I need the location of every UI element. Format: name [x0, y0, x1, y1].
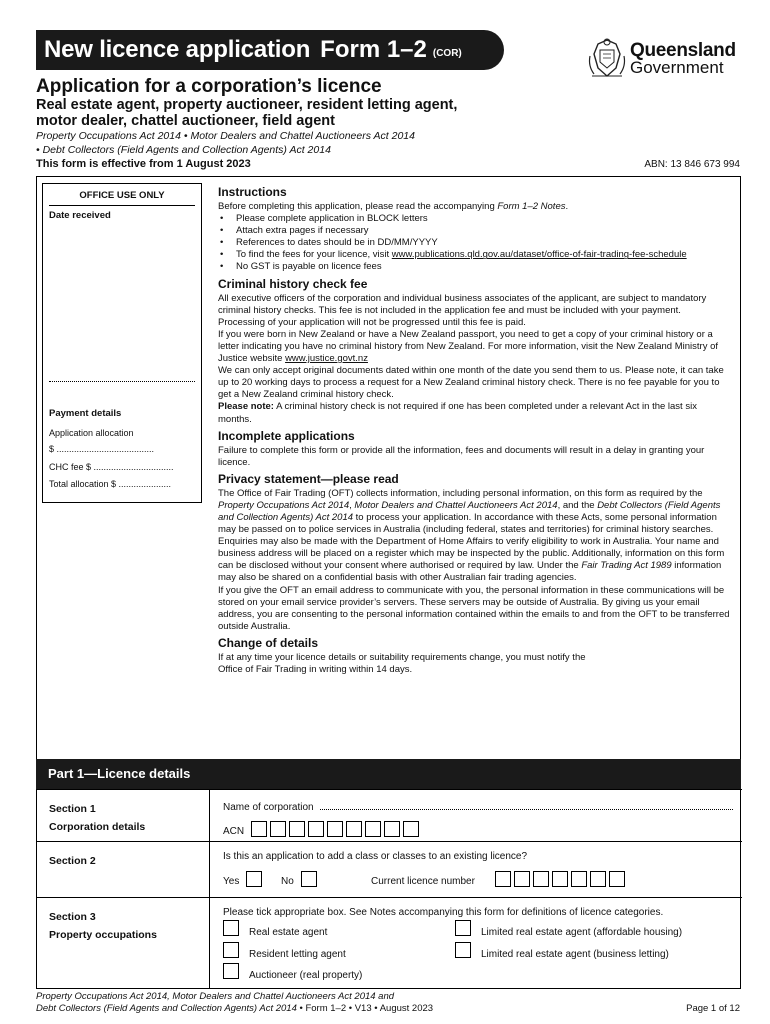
effective-date: This form is effective from 1 August 2023: [36, 158, 251, 170]
change-heading: Change of details: [218, 635, 319, 650]
fees-text: To find the fees for your licence, visit: [236, 249, 392, 261]
acn-digit-box[interactable]: [365, 821, 381, 837]
subheading-line1: Real estate agent, property auctioneer, resident letting agent,: [36, 97, 458, 113]
column-divider: [209, 898, 210, 988]
licence-digit-box[interactable]: [533, 871, 549, 887]
section1-row: [37, 789, 742, 841]
privacy-act-ref: Property Occupations Act 2014: [218, 499, 350, 511]
licence-details-table: [36, 789, 741, 989]
column-divider: [209, 842, 210, 897]
licence-digit-box[interactable]: [609, 871, 625, 887]
part1-title-bar: Part 1—Licence details: [36, 759, 741, 789]
list-item: • No GST is payable on licence fees: [218, 261, 730, 273]
licence-digit-box[interactable]: [495, 871, 511, 887]
acn-label: ACN: [223, 826, 245, 837]
privacy-text: ,: [349, 499, 355, 511]
queensland-government-logo: [586, 36, 746, 82]
section1-title: Corporation details: [49, 821, 146, 833]
privacy-p2: If you give the OFT an email address to communicate with you, the personal information in these communications will be stored on your email service provider’s servers. These servers may be outside of Australia. By giving us your email address, you are consenting to the personal information contained within the emails to and from the OFT to be transferred outside Australia.: [218, 584, 730, 632]
privacy-text: to process your application. In accordance with these Acts, some personal information may be passed on to police services in Australia (including federal, states and territories) for criminal history searches. Enquiries may also be made with the Department of Home Affairs to verify eligibility to work in Australia. Your name and business address will be placed on a register which may be inspected by the public. Additionally, information on this form can be disclosed without your consent where authorised or required by law. Under the: [218, 511, 725, 572]
limited-business-letting-checkbox[interactable]: [455, 942, 471, 958]
instructions-list: [218, 213, 730, 273]
no-checkbox[interactable]: [301, 871, 317, 887]
criminal-p2-text: If you were born in New Zealand or have a New Zealand passport, you need to get a copy of your criminal history or a letter indicating you have no criminal history from New Zealand. For more information, visit the New Zealand Ministry of Justice website: [218, 328, 719, 365]
acts-line1: Property Occupations Act 2014 • Motor Dealers and Chattel Auctioneers Act 2014: [36, 130, 415, 142]
corporation-name-label: Name of corporation: [223, 802, 314, 813]
footer-version: • Form 1–2 • V13 • August 2023: [296, 1003, 434, 1014]
acts-line2: • Debt Collectors (Field Agents and Collection Agents) Act 2014: [36, 144, 331, 156]
acn-input-boxes[interactable]: [251, 821, 422, 837]
payment-details-label: Payment details: [49, 408, 122, 419]
list-item: • References to dates should be in DD/MM/YYYY: [218, 237, 730, 249]
criminal-p1: All executive officers of the corporation and individual business associates of the applicant, are subject to mandatory criminal history checks. This fee is not included in the application fee and must be included with your payment. Processing of your application will not be progressed until this fee is paid.: [218, 292, 707, 328]
fees-link[interactable]: www.publications.qld.gov.au/dataset/office-of-fair-trading-fee-schedule: [391, 249, 687, 261]
current-licence-label: Current licence number: [371, 876, 475, 887]
form-number: Form 1–2: [320, 36, 427, 63]
page-subheading: [36, 97, 486, 129]
section3-instruction: Please tick appropriate box. See Notes accompanying this form for definitions of licence categories.: [223, 907, 664, 918]
section3-title: Property occupations: [49, 929, 157, 941]
instructions-content: [218, 182, 730, 676]
acn-digit-box[interactable]: [403, 821, 419, 837]
change-line1: If at any time your licence details or suitability requirements change, you must notify the: [218, 651, 586, 663]
acn-digit-box[interactable]: [251, 821, 267, 837]
real-estate-agent-checkbox[interactable]: [223, 920, 239, 936]
column-divider: [209, 790, 210, 841]
criminal-history-heading: Criminal history check fee: [218, 276, 368, 291]
justice-link[interactable]: www.justice.govt.nz: [285, 353, 368, 365]
footer-act-ref: Debt Collectors (Field Agents and Collection Agents) Act 2014: [36, 1003, 297, 1014]
date-received-line: [49, 381, 195, 382]
application-allocation-line: $ .......................................: [49, 444, 155, 454]
licence-number-boxes[interactable]: [495, 871, 628, 887]
criminal-p4: [218, 401, 730, 425]
resident-letting-agent-checkbox[interactable]: [223, 942, 239, 958]
list-item: • Please complete application in BLOCK letters: [218, 213, 730, 225]
acn-digit-box[interactable]: [346, 821, 362, 837]
auctioneer-checkbox[interactable]: [223, 963, 239, 979]
privacy-p1: [218, 488, 730, 585]
section1-label: [49, 800, 145, 836]
logo-line2: Government: [630, 58, 724, 77]
privacy-text: , and the: [557, 499, 598, 511]
acn-digit-box[interactable]: [308, 821, 324, 837]
intro-text: Before completing this application, please read the accompanying: [218, 201, 498, 212]
abn: ABN: 13 846 673 994: [644, 159, 740, 170]
limited-affordable-housing-checkbox[interactable]: [455, 920, 471, 936]
acn-digit-box[interactable]: [270, 821, 286, 837]
please-note-label: Please note:: [218, 401, 274, 413]
footer-acts: [36, 991, 596, 1015]
section3-row: [37, 897, 742, 988]
please-note-text: A criminal history check is not required if one has been completed under a relevant Act in the last six months.: [218, 401, 697, 425]
section1-number: Section 1: [49, 803, 96, 815]
chc-fee-line: CHC fee $ ................................: [49, 462, 174, 472]
resident-letting-agent-label: Resident letting agent: [249, 949, 346, 960]
no-label: No: [281, 876, 294, 887]
date-received-label: Date received: [49, 210, 111, 221]
criminal-p2: [218, 329, 730, 365]
intro-notes-ref: Form 1–2 Notes: [497, 201, 566, 212]
privacy-heading: Privacy statement—please read: [218, 471, 399, 486]
form-title: New licence application: [44, 36, 311, 63]
coat-of-arms-icon: [586, 36, 628, 80]
incomplete-p1: Failure to complete this form or provide all the information, fees and documents will result in a delay in granting your licence.: [218, 444, 705, 468]
licence-digit-box[interactable]: [552, 871, 568, 887]
corporation-name-field[interactable]: [223, 802, 733, 813]
acn-digit-box[interactable]: [289, 821, 305, 837]
footer-line1: Property Occupations Act 2014, Motor Dealers and Chattel Auctioneers Act 2014 and: [36, 991, 395, 1002]
office-use-heading: OFFICE USE ONLY: [49, 190, 195, 206]
licence-digit-box[interactable]: [514, 871, 530, 887]
section3-label: [49, 908, 157, 944]
intro-end: .: [565, 201, 569, 212]
real-estate-agent-label: Real estate agent: [249, 927, 328, 938]
incomplete-heading: Incomplete applications: [218, 428, 355, 443]
change-line2: Office of Fair Trading in writing within 14 days.: [218, 664, 413, 675]
auctioneer-label: Auctioneer (real property): [249, 970, 363, 981]
section2-label: Section 2: [49, 855, 96, 867]
list-item: • Attach extra pages if necessary: [218, 225, 730, 237]
privacy-text: The Office of Fair Trading (OFT) collects information, including personal information, on this form as required by the: [218, 487, 703, 499]
licence-digit-box[interactable]: [571, 871, 587, 887]
subheading-line2: motor dealer, chattel auctioneer, field agent: [36, 113, 335, 129]
acts-list: [36, 129, 536, 157]
corporation-name-input-line[interactable]: [320, 802, 733, 810]
page-number: Page 1 of 12: [686, 1003, 740, 1014]
footer-line2: [36, 1003, 596, 1015]
privacy-act-ref: Fair Trading Act 1989: [581, 560, 672, 572]
application-allocation-label: Application allocation: [49, 428, 134, 438]
licence-digit-box[interactable]: [590, 871, 606, 887]
section2-question: Is this an application to add a class or classes to an existing licence?: [223, 851, 528, 862]
acn-digit-box[interactable]: [384, 821, 400, 837]
acn-digit-box[interactable]: [327, 821, 343, 837]
page-heading: Application for a corporation’s licence: [36, 76, 382, 97]
limited-affordable-housing-label: Limited real estate agent (affordable housing): [481, 927, 683, 938]
section2-row: [37, 841, 742, 897]
office-use-box: [42, 183, 202, 503]
privacy-act-ref: Motor Dealers and Chattel Auctioneers Act 2014: [354, 499, 558, 511]
privacy-act-ref: Debt Collectors (Field Agents and Collection Agents) Act 2014: [218, 499, 721, 523]
form-suffix: (COR): [432, 47, 462, 59]
instructions-heading: Instructions: [218, 185, 287, 199]
section3-number: Section 3: [49, 911, 96, 923]
total-allocation-line: Total allocation $ .....................: [49, 479, 172, 489]
instructions-intro: [218, 201, 730, 213]
criminal-p3: We can only accept original documents dated within one month of the date you send them to us. Please note, it can take up to 20 working days to process a request for a New Zealand criminal history check. There is no fee payable for you to get a New Zealand criminal history check.: [218, 365, 724, 401]
list-item: [218, 249, 730, 261]
privacy-text: information may also be shared on a confidential basis with other Australian fair trading agencies.: [218, 560, 722, 584]
limited-business-letting-label: Limited real estate agent (business letting): [481, 949, 669, 960]
logo-line1: Queensland: [630, 40, 736, 61]
yes-label: Yes: [223, 876, 240, 887]
yes-checkbox[interactable]: [246, 871, 262, 887]
form-title-bar: [36, 30, 504, 70]
